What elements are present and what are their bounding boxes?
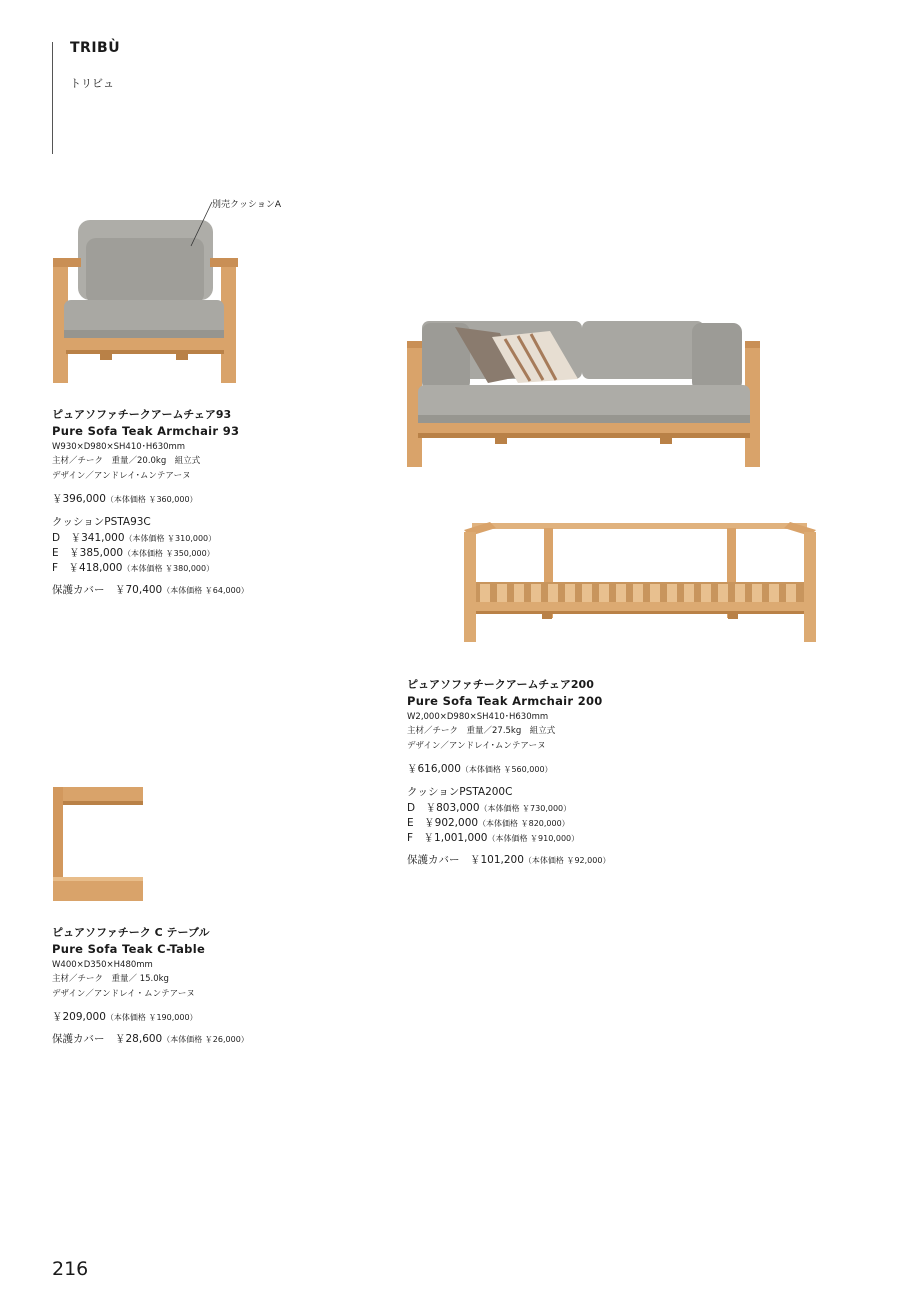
cushion-row: E ￥902,000（本体価格 ￥820,000） bbox=[407, 816, 570, 829]
cover-price: 保護カバー ￥28,600（本体価格 ￥26,000） bbox=[52, 1033, 249, 1046]
product-dimensions: W400×D350×H480mm bbox=[52, 959, 153, 970]
product-name-en: Pure Sofa Teak Armchair 93 bbox=[52, 423, 240, 438]
c-table-image bbox=[50, 785, 146, 905]
product-dimensions: W930×D980×SH410･H630mm bbox=[52, 441, 186, 452]
cushion-prices bbox=[407, 785, 807, 846]
product-material: 主材／チーク 重量／27.5kg 組立式 bbox=[407, 726, 556, 737]
product-c-table bbox=[52, 925, 412, 1048]
product-designer: デザイン／アンドレイ･ムンテアーヌ bbox=[407, 741, 546, 752]
product-designer: デザイン／アンドレイ･ムンテアーヌ bbox=[52, 471, 191, 482]
product-name-jp: ピュアソファチークアームチェア93 bbox=[52, 408, 232, 421]
brand-title: TRIBÙ bbox=[70, 40, 121, 56]
brand-subtitle: トリビュ bbox=[70, 77, 114, 90]
cushion-title: クッションPSTA200C bbox=[407, 786, 513, 799]
product-material: 主材／チーク 重量／ 15.0kg bbox=[52, 974, 169, 985]
product-name-en: Pure Sofa Teak Armchair 200 bbox=[407, 693, 603, 708]
product-armchair-200 bbox=[407, 677, 807, 869]
page-number: 216 bbox=[52, 1258, 89, 1280]
header-rule bbox=[52, 42, 53, 154]
price-value: ￥209,000 bbox=[52, 1011, 106, 1024]
product-price bbox=[52, 492, 382, 507]
product-designer: デザイン／アンドレイ・ムンテアーヌ bbox=[52, 989, 195, 1000]
price-value: ￥396,000 bbox=[52, 493, 106, 506]
cover-price: 保護カバー ￥70,400（本体価格 ￥64,000） bbox=[52, 584, 249, 597]
armchair-200-frame-image bbox=[460, 518, 822, 646]
product-material: 主材／チーク 重量／20.0kg 組立式 bbox=[52, 456, 201, 467]
callout-line bbox=[185, 200, 215, 250]
product-name-en: Pure Sofa Teak C-Table bbox=[52, 941, 206, 956]
price-value: ￥616,000 bbox=[407, 763, 461, 776]
product-dimensions: W2,000×D980×SH410･H630mm bbox=[407, 711, 549, 722]
product-price bbox=[407, 762, 807, 777]
armchair-200-sofa-image bbox=[400, 315, 770, 475]
product-armchair-93 bbox=[52, 407, 382, 599]
cushion-row: D ￥803,000（本体価格 ￥730,000） bbox=[407, 801, 572, 814]
price-base: （本体価格 ￥360,000） bbox=[105, 495, 198, 505]
cushion-row: F ￥418,000（本体価格 ￥380,000） bbox=[52, 562, 215, 575]
cover-price: 保護カバー ￥101,200（本体価格 ￥92,000） bbox=[407, 854, 611, 867]
product-name-jp: ピュアソファチーク C テーブル bbox=[52, 926, 210, 939]
product-price bbox=[52, 1010, 412, 1025]
price-base: （本体価格 ￥560,000） bbox=[460, 765, 553, 775]
cushion-title: クッションPSTA93C bbox=[52, 516, 151, 529]
cushion-prices bbox=[52, 515, 382, 576]
product-name-jp: ピュアソファチークアームチェア200 bbox=[407, 678, 594, 691]
cushion-row: F ￥1,001,000（本体価格 ￥910,000） bbox=[407, 832, 580, 845]
cushion-row: D ￥341,000（本体価格 ￥310,000） bbox=[52, 531, 217, 544]
cushion-callout-label: 別売クッションA bbox=[212, 200, 281, 210]
price-base: （本体価格 ￥190,000） bbox=[105, 1013, 198, 1023]
cushion-row: E ￥385,000（本体価格 ￥350,000） bbox=[52, 546, 215, 559]
